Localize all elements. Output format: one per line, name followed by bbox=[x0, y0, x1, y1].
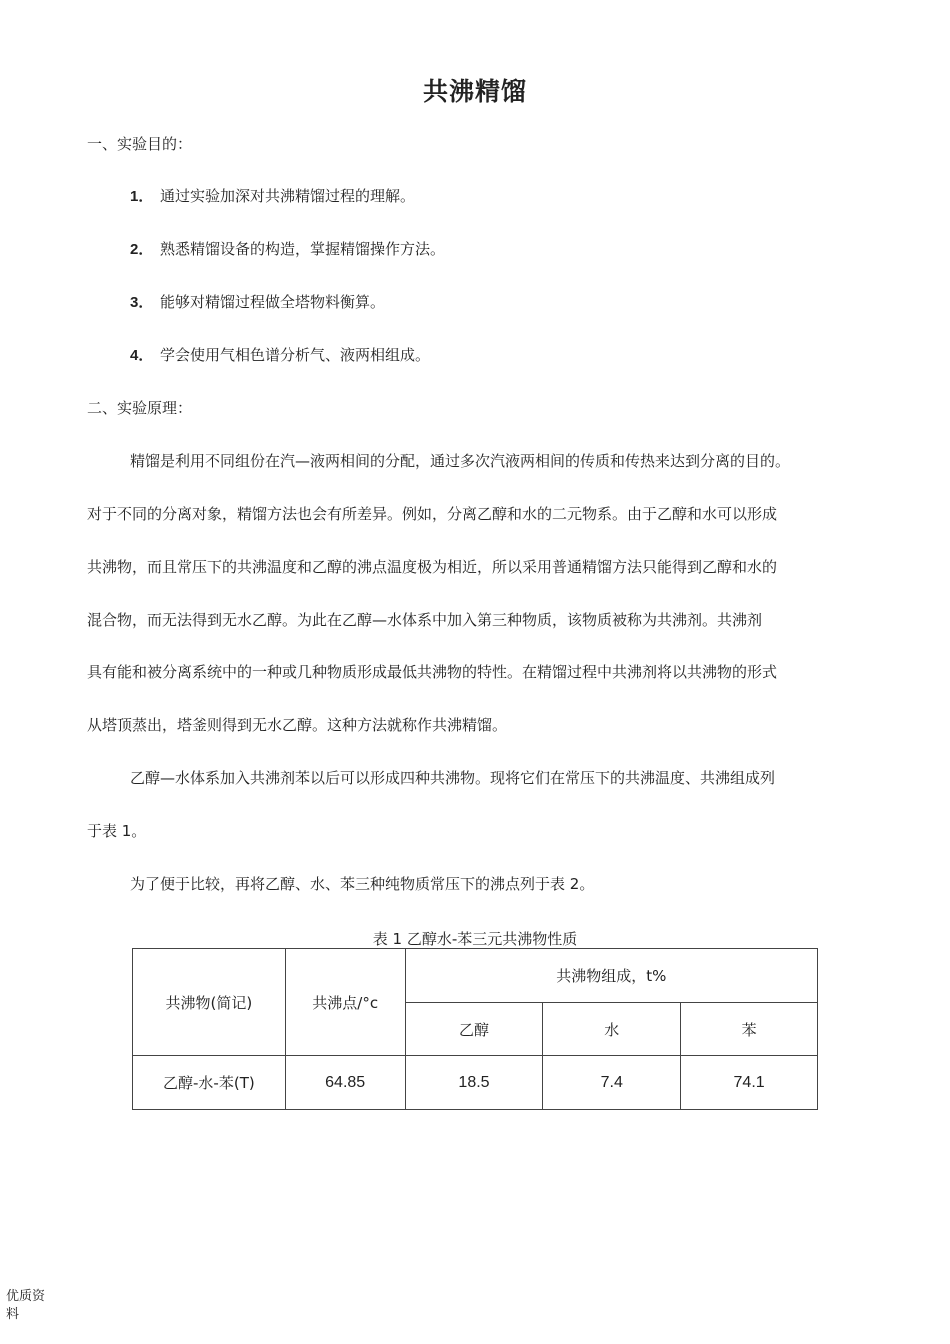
section-heading-principle: 二、实验原理： bbox=[87, 399, 193, 417]
section-heading-purpose: 一、实验目的： bbox=[87, 135, 193, 153]
list-item-number: 3． bbox=[130, 294, 154, 311]
azeotrope-table bbox=[132, 948, 818, 1110]
list-item-text: 熟悉精馏设备的构造，掌握精馏操作方法。 bbox=[160, 240, 446, 258]
paragraph-line: 具有能和被分离系统中的一种或几种物质形成最低共沸物的特性。在精馏过程中共沸剂将以共沸物的形式 bbox=[87, 663, 778, 681]
header-composition: 共沸物组成，t% bbox=[405, 949, 817, 1003]
paragraph-line: 精馏是利用不同组份在汽—液两相间的分配，通过多次汽液两相间的传质和传热来达到分离的目的。 bbox=[130, 452, 791, 470]
list-item-number: 1． bbox=[130, 188, 154, 205]
paragraph-line: 对于不同的分离对象，精馏方法也会有所差异。例如，分离乙醇和水的二元物系。由于乙醇和水可以形成 bbox=[87, 505, 778, 523]
paragraph-line: 从塔顶蒸出，塔釜则得到无水乙醇。这种方法就称作共沸精馏。 bbox=[87, 716, 508, 734]
cell-boiling-point: 64.85 bbox=[285, 1056, 405, 1110]
cell-name: 乙醇-水-苯(T) bbox=[133, 1056, 286, 1110]
paragraph-line: 混合物，而无法得到无水乙醇。为此在乙醇—水体系中加入第三种物质，该物质被称为共沸剂。共沸剂 bbox=[87, 611, 763, 629]
page-title: 共沸精馏 bbox=[422, 77, 527, 106]
list-item bbox=[130, 185, 415, 206]
subheader-benzene: 苯 bbox=[681, 1003, 818, 1056]
list-item-text: 学会使用气相色谱分析气、液两相组成。 bbox=[160, 346, 431, 364]
paragraph-line: 乙醇—水体系加入共沸剂苯以后可以形成四种共沸物。现将它们在常压下的共沸温度、共沸组成列 bbox=[130, 769, 776, 787]
header-azeotrope-name: 共沸物(简记) bbox=[133, 949, 286, 1056]
header-boiling-point: 共沸点/°c bbox=[285, 949, 405, 1056]
subheader-water: 水 bbox=[543, 1003, 681, 1056]
list-item-text: 通过实验加深对共沸精馏过程的理解。 bbox=[160, 187, 416, 205]
paragraph-line: 于表 1。 bbox=[87, 822, 147, 840]
footer-watermark: 优质资料 bbox=[6, 1289, 46, 1322]
list-item-number: 2． bbox=[130, 241, 154, 258]
list-item bbox=[130, 238, 445, 259]
subheader-ethanol: 乙醇 bbox=[405, 1003, 543, 1056]
cell-benzene: 74.1 bbox=[681, 1056, 818, 1110]
list-item bbox=[130, 291, 385, 312]
table-caption: 表 1 乙醇水-苯三元共沸物性质 bbox=[372, 930, 578, 948]
paragraph-line: 为了便于比较，再将乙醇、水、苯三种纯物质常压下的沸点列于表 2。 bbox=[130, 875, 595, 893]
cell-ethanol: 18.5 bbox=[405, 1056, 543, 1110]
list-item-text: 能够对精馏过程做全塔物料衡算。 bbox=[160, 293, 386, 311]
list-item-number: 4． bbox=[130, 347, 154, 364]
table-row bbox=[133, 1056, 818, 1110]
list-item bbox=[130, 344, 430, 365]
cell-water: 7.4 bbox=[543, 1056, 681, 1110]
paragraph-line: 共沸物，而且常压下的共沸温度和乙醇的沸点温度极为相近，所以采用普通精馏方法只能得到乙醇和水的 bbox=[87, 558, 778, 576]
